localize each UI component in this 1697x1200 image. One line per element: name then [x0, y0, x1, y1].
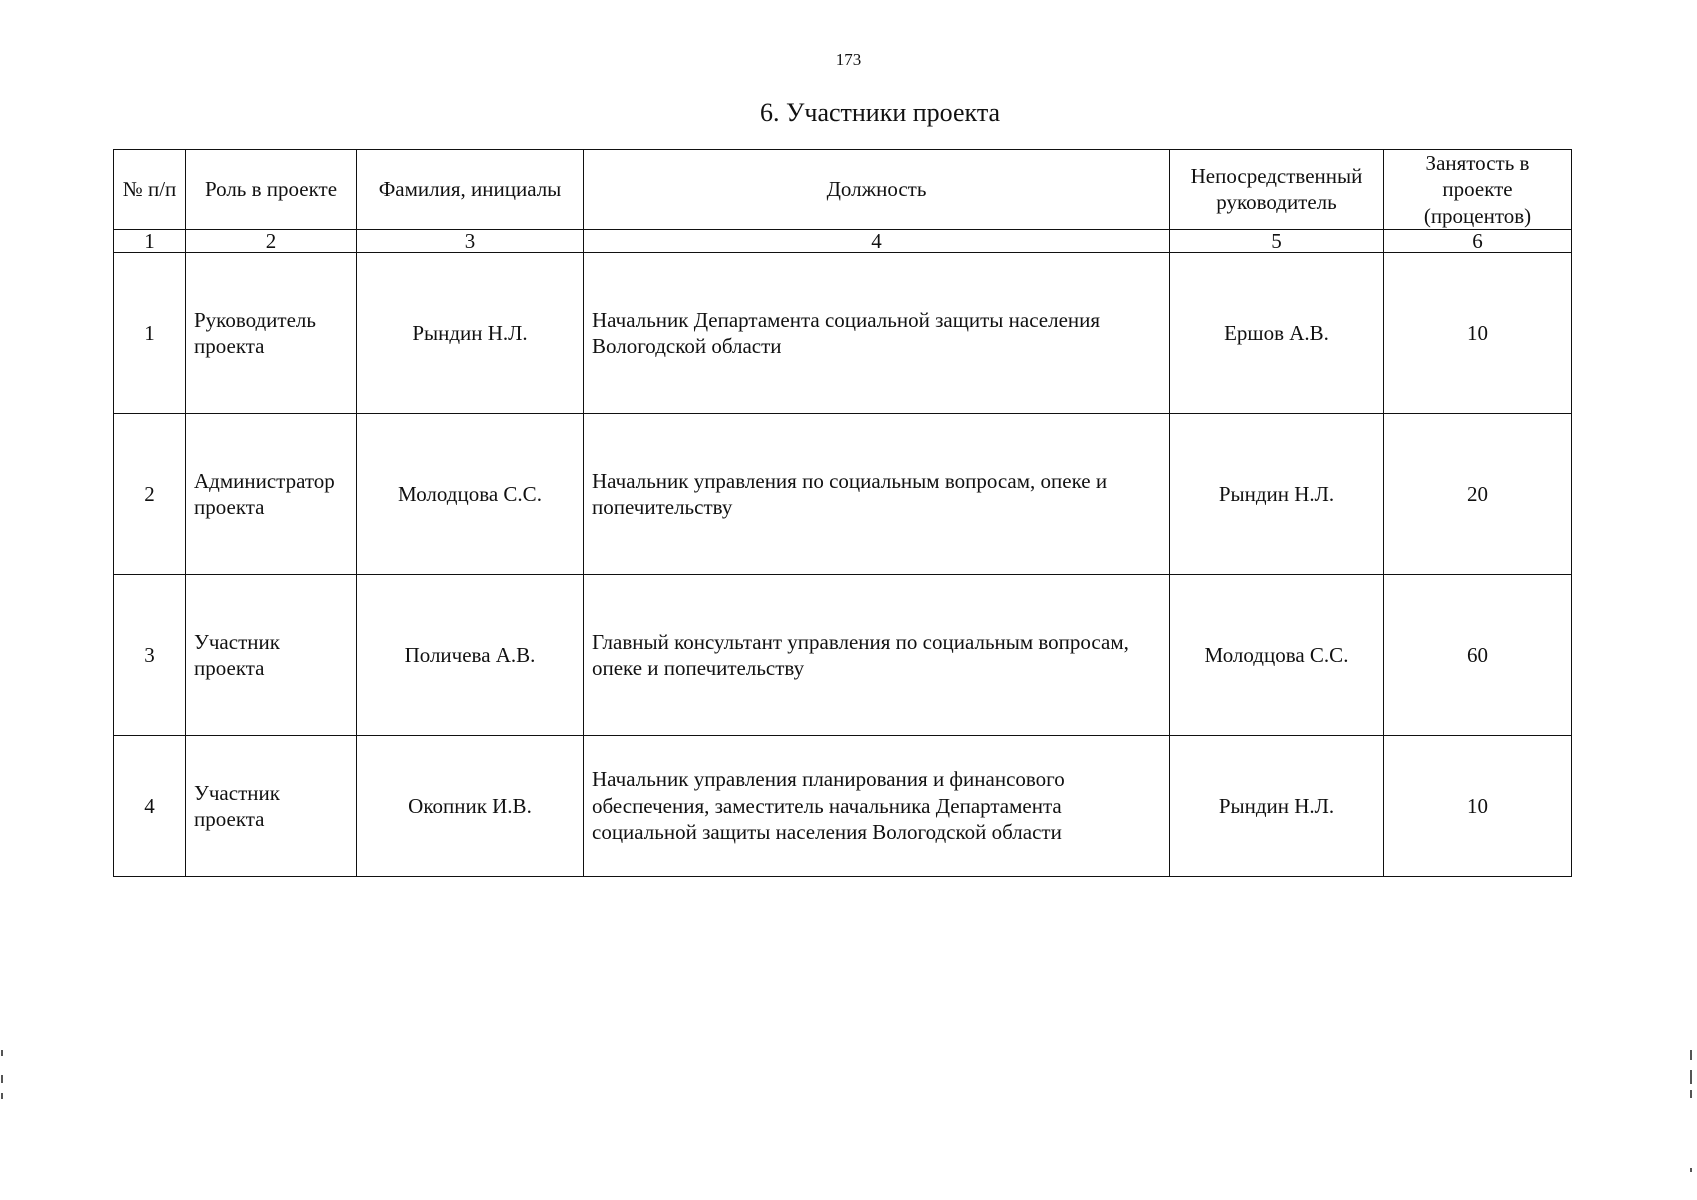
- position-cell: Начальник управления по социальным вопросам, опеке и попечительству: [584, 413, 1170, 574]
- column-number: 1: [114, 229, 186, 252]
- employment-cell: 10: [1384, 735, 1572, 876]
- header-cell-position: Должность: [584, 150, 1170, 230]
- position-cell: Начальник Департамента социальной защиты населения Вологодской области: [584, 252, 1170, 413]
- name-cell: Рындин Н.Л.: [357, 252, 584, 413]
- employment-cell: 60: [1384, 574, 1572, 735]
- supervisor-cell: Молодцова С.С.: [1170, 574, 1384, 735]
- row-number-cell: 3: [114, 574, 186, 735]
- position-cell: Главный консультант управления по социальным вопросам, опеке и попечительству: [584, 574, 1170, 735]
- column-number: 5: [1170, 229, 1384, 252]
- employment-cell: 10: [1384, 252, 1572, 413]
- supervisor-cell: Рындин Н.Л.: [1170, 735, 1384, 876]
- header-cell-employment: Занятость в проекте (процентов): [1384, 150, 1572, 230]
- table-row: [114, 252, 1572, 413]
- header-cell-role: Роль в проекте: [186, 150, 357, 230]
- table-row: [114, 574, 1572, 735]
- table-row: [114, 735, 1572, 876]
- page-title: 6. Участники проекта: [759, 98, 1001, 127]
- table-row: [114, 413, 1572, 574]
- column-number: 4: [584, 229, 1170, 252]
- row-number-cell: 4: [114, 735, 186, 876]
- table-header-row: [114, 150, 1572, 230]
- name-cell: Окопник И.В.: [357, 735, 584, 876]
- supervisor-cell: Рындин Н.Л.: [1170, 413, 1384, 574]
- scan-edge-mark: [1, 1093, 3, 1099]
- role-cell: Участник проекта: [186, 574, 357, 735]
- scan-edge-mark: [1690, 1168, 1692, 1172]
- role-cell: Участник проекта: [186, 735, 357, 876]
- header-cell-supervisor: Непосредственный руководитель: [1170, 150, 1384, 230]
- supervisor-cell: Ершов А.В.: [1170, 252, 1384, 413]
- scan-edge-mark: [1, 1075, 3, 1083]
- name-cell: Молодцова С.С.: [357, 413, 584, 574]
- column-number: 6: [1384, 229, 1572, 252]
- scan-edge-mark: [1690, 1070, 1692, 1084]
- column-number: 2: [186, 229, 357, 252]
- employment-cell: 20: [1384, 413, 1572, 574]
- row-number-cell: 2: [114, 413, 186, 574]
- header-cell-name: Фамилия, инициалы: [357, 150, 584, 230]
- column-number: 3: [357, 229, 584, 252]
- participants-table: [113, 149, 1572, 877]
- role-cell: Руководитель проекта: [186, 252, 357, 413]
- row-number-cell: 1: [114, 252, 186, 413]
- position-cell: Начальник управления планирования и финансового обеспечения, заместитель начальника Департамента социальной защиты населения Вологодской области: [584, 735, 1170, 876]
- role-cell: Администратор проекта: [186, 413, 357, 574]
- header-cell-number: № п/п: [114, 150, 186, 230]
- scan-edge-mark: [1690, 1090, 1692, 1098]
- page-number: 173: [835, 50, 862, 69]
- column-number-row: [114, 229, 1572, 252]
- name-cell: Поличева А.В.: [357, 574, 584, 735]
- scan-edge-mark: [1690, 1050, 1692, 1060]
- scan-edge-mark: [1, 1050, 3, 1056]
